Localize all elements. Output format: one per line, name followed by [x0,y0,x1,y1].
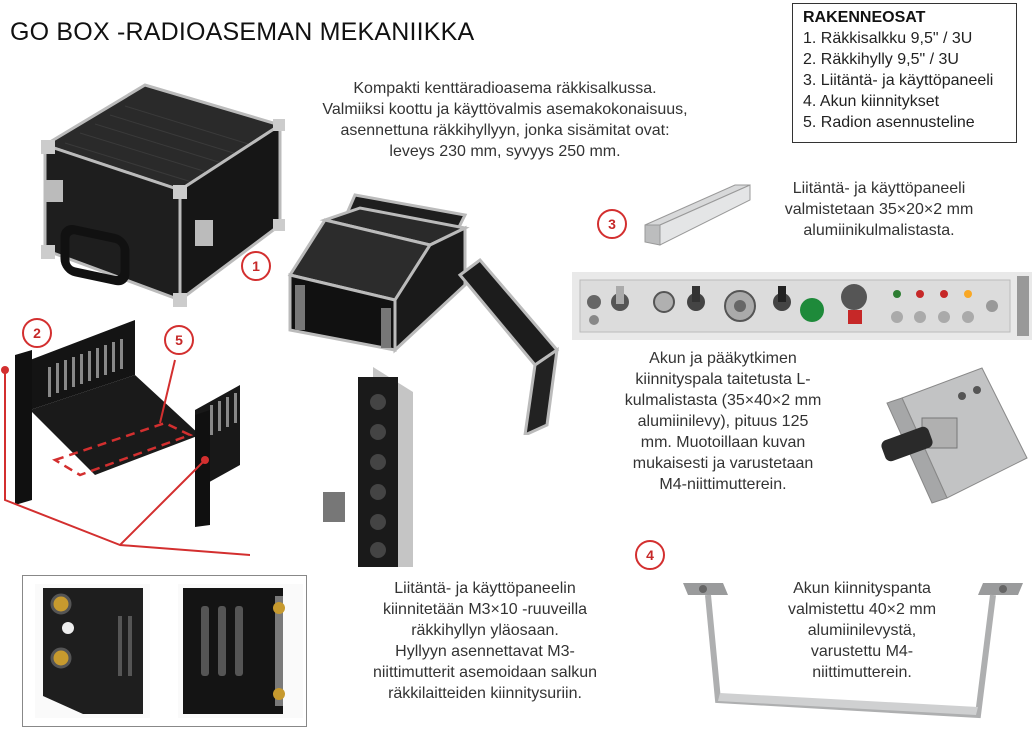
strap-line: Akun kiinnityspanta [793,580,931,597]
aluminium-angle-image [640,180,760,250]
page-title: GO BOX -RADIOASEMAN MEKANIIKKA [10,18,475,46]
mounting-line: Liitäntä- ja käyttöpaneelin [394,580,576,597]
intro-line: Kompakti kenttäradioasema räkkisalkussa. [353,80,657,97]
parts-list-header: RAKENNEOSAT [803,9,926,26]
shelf-annotations [0,315,250,580]
strap-line: niittimutterein. [812,664,912,681]
marker-4: 4 [635,540,665,570]
rack-rail-closeup-image [318,362,418,567]
parts-list-item: 2. Räkkihylly 9,5" / 3U [803,51,959,68]
parts-list-box [792,3,1017,143]
strap-line: valmistettu 40×2 mm [787,601,937,618]
mounting-text [340,578,630,704]
control-panel-image [572,272,1032,340]
battery-piece-line: alumiinilevy), pituus 125 [637,413,809,430]
mounting-line: niittimutterit asemoidaan salkun [372,664,598,681]
panel-line: valmistetaan 35×20×2 mm [784,201,974,218]
shelf-nuts-closeup-image [23,576,306,726]
intro-line: leveys 230 mm, syvyys 250 mm. [389,143,621,160]
battery-piece-line: mukaisesti ja varustetaan [632,455,814,472]
intro-line: asennettuna räkkihyllyyn, jonka sisämitat ovat: [340,122,670,139]
battery-strap-image [678,575,1028,725]
parts-list-item: 3. Liitäntä- ja käyttöpaneeli [803,72,994,89]
marker-5: 5 [164,325,194,355]
battery-piece-line: M4-niittimutterein. [659,476,787,493]
panel-text [760,178,998,241]
battery-piece-line: mm. Muotoillaan kuvan [640,434,806,451]
parts-list-item: 4. Akun kiinnitykset [803,93,940,110]
panel-line: Liitäntä- ja käyttöpaneeli [792,180,966,197]
battery-piece-line: Akun ja pääkytkimen [649,350,797,367]
mounting-line: räkkihyllyn yläosaan. [411,622,559,639]
intro-text [295,78,715,162]
parts-list-item: 5. Radion asennusteline [803,114,975,131]
battery-bracket-image [862,358,1032,508]
parts-list-item: 1. Räkkisalkku 9,5" / 3U [803,30,973,47]
marker-3: 3 [597,209,627,239]
marker-2: 2 [22,318,52,348]
battery-piece-line: kulmalistasta (35×40×2 mm [624,392,822,409]
rack-case-closed-image [5,75,285,325]
panel-line: alumiinikulmalistasta. [803,222,955,239]
mounting-photos-frame [22,575,307,727]
strap-line: varustettu M4- [810,643,914,660]
intro-line: Valmiiksi koottu ja käyttövalmis asemakokonaisuus, [322,101,688,118]
battery-piece-text [598,348,848,495]
strap-line: alumiinilevystä, [807,622,917,639]
marker-1: 1 [241,251,271,281]
mounting-line: Hyllyyn asennettavat M3- [395,643,575,660]
mounting-line: räkkilaitteiden kiinnitysuriin. [388,685,582,702]
battery-piece-line: kiinnityspala taitetusta L- [635,371,811,388]
mounting-line: kiinnitetään M3×10 -ruuveilla [382,601,588,618]
